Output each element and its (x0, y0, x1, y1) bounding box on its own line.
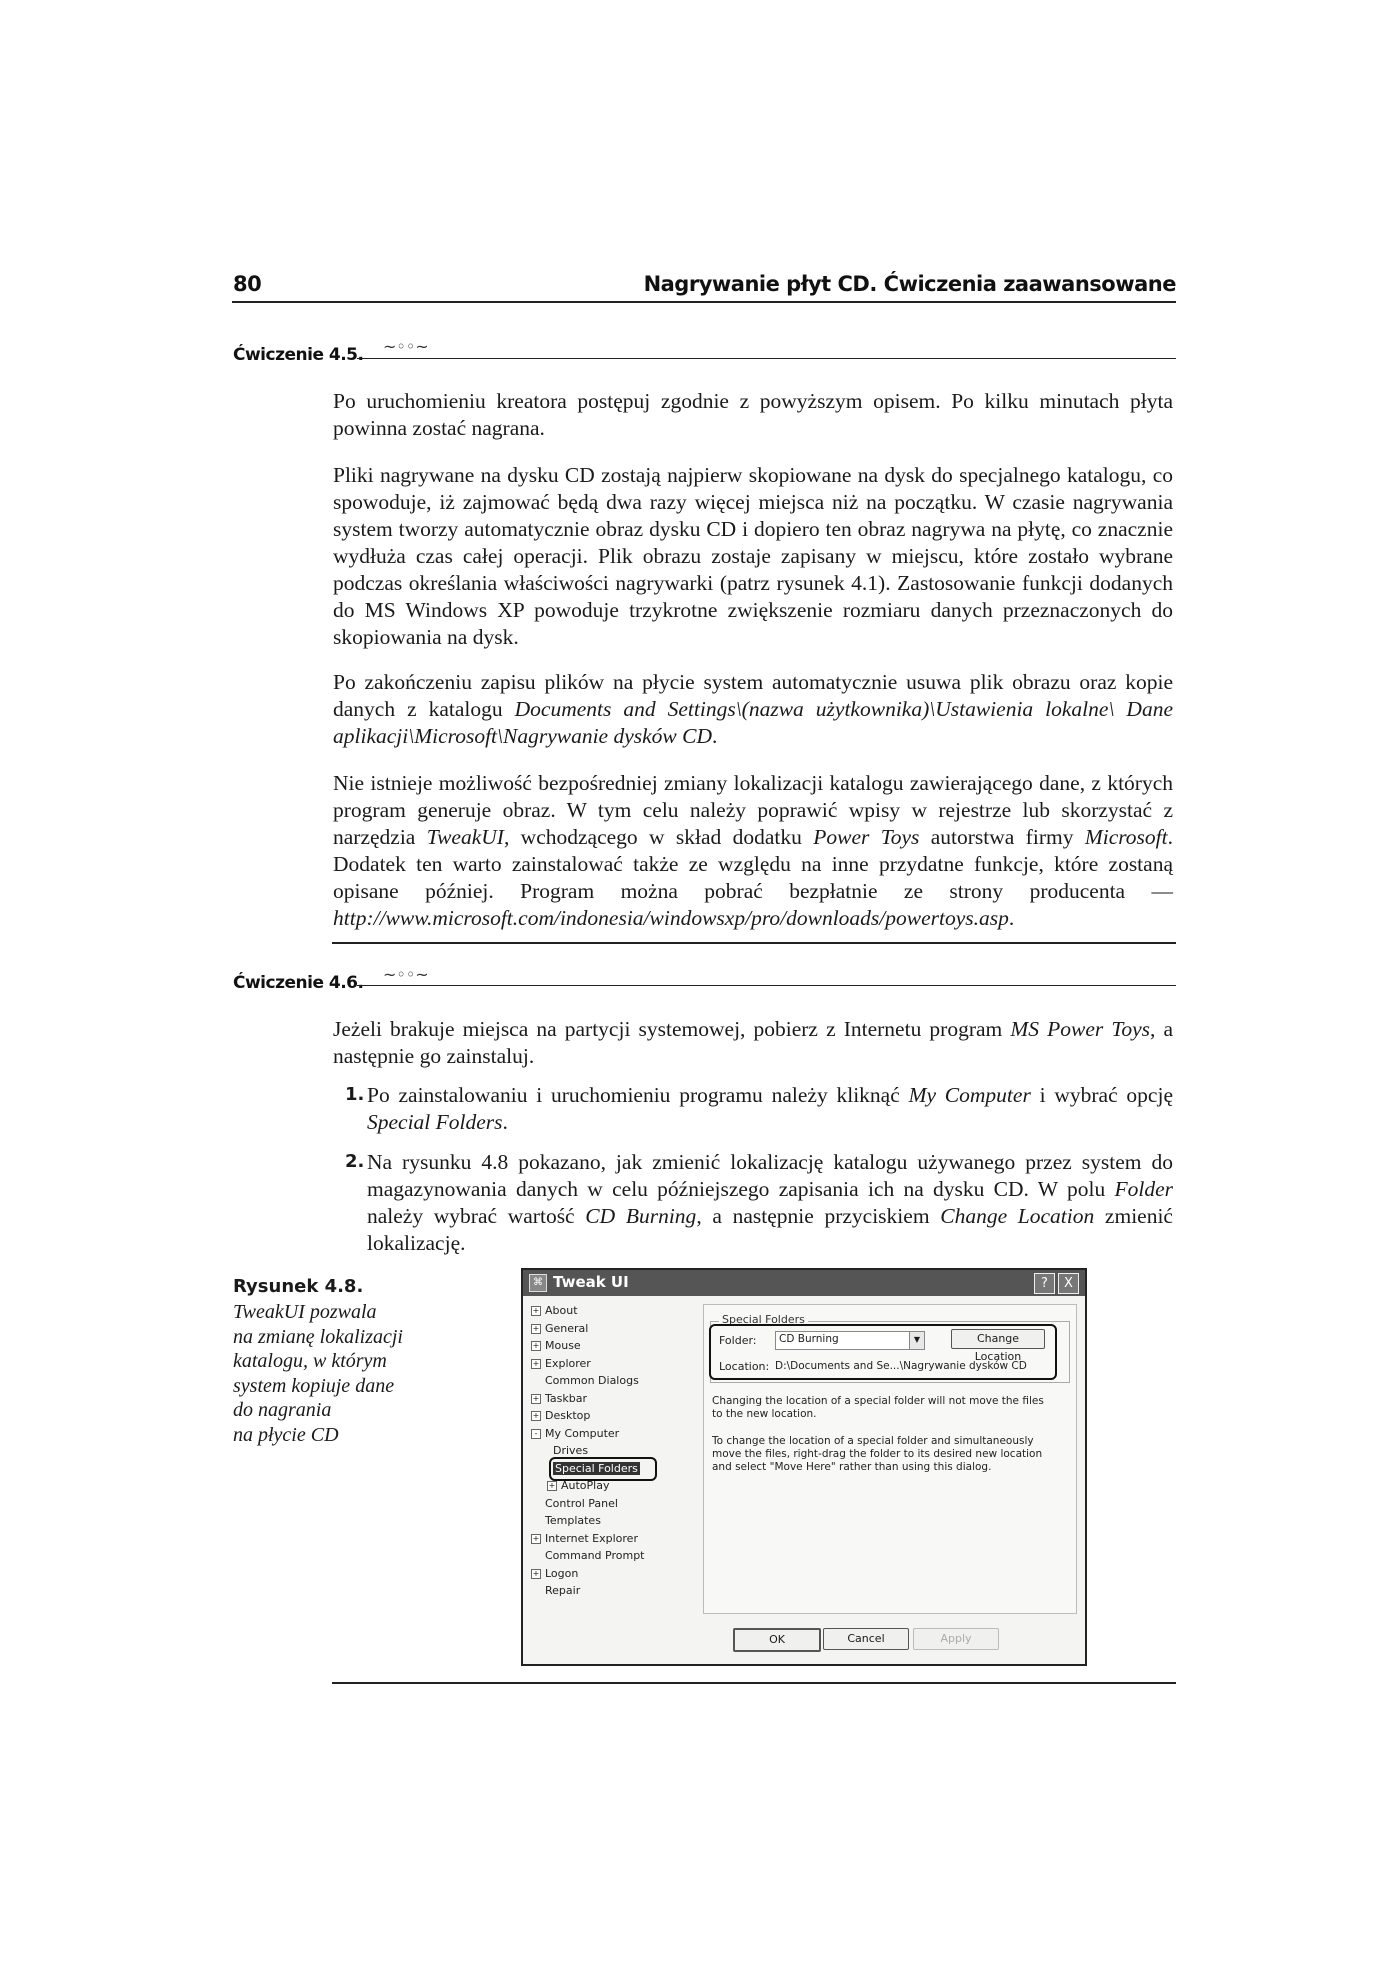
group-title: Special Folders (719, 1313, 808, 1326)
folder-select[interactable]: CD Burning ▼ (775, 1331, 925, 1350)
running-title: Nagrywanie płyt CD. Ćwiczenia zaawansowane (643, 272, 1176, 296)
tree-item-templates[interactable]: Templates (545, 1514, 601, 1527)
folder-path: Documents and Settings\(nazwa użytkownika)\Ustawienia lokalne\ Dane aplikacji\Microsoft\Nagrywanie dysków CD (333, 697, 1173, 748)
exercise-rule (357, 985, 1176, 986)
header-rule (232, 301, 1176, 303)
tweak-ui-window (521, 1268, 1087, 1666)
tree-item-common-dialogs[interactable]: Common Dialogs (545, 1374, 639, 1387)
tree-item-mouse[interactable]: + Mouse (532, 1339, 581, 1352)
highlight-ring (709, 1324, 1057, 1380)
settings-panel (703, 1304, 1077, 1614)
paragraph-4: Nie istnieje możliwość bezpośredniej zmiany lokalizacji katalogu zawierającego dane, z których program generuje obraz. W tym celu należy poprawić wpisy w rejestrze lub skorzystać z narzędzia TweakUI, wchodzącego w skład dodatku Power Toys autorstwa firmy Microsoft. Dodatek ten warto zainstalować także ze względu na inne przydatne funkcje, które zostaną opisane później. Program można pobrać bezpłatnie ze strony producenta — http://www.microsoft.com/indonesia/windowsxp/pro/downloads/powertoys.asp. (333, 771, 1173, 930)
paragraph-3: Po zakończeniu zapisu plików na płycie system automatycznie usuwa plik obrazu oraz kopie danych z katalogu Documents and Settings\(nazwa użytkownika)\Ustawienia lokalne\ Dane aplikacji\Microsoft\Nagrywanie dysków CD. (333, 670, 1173, 748)
special-folders-group (710, 1313, 1070, 1383)
exercise-rule (357, 358, 1176, 359)
tree-item-drives[interactable]: Drives (553, 1444, 589, 1457)
paragraph-1: Po uruchomieniu kreatora postępuj zgodnie z powyższym opisem. Po kilku minutach płyta powinna zostać nagrana. (333, 389, 1173, 440)
page-number: 80 (233, 272, 262, 296)
tree-item-explorer[interactable]: + Explorer (532, 1356, 591, 1370)
tree-item-special-folders[interactable]: Special Folders (555, 1461, 638, 1475)
exercise-intro: Jeżeli brakuje miejsca na partycji systemowej, pobierz z Internetu program MS Power Toys, a następnie go zainstaluj. (333, 1017, 1174, 1068)
tree-item-about[interactable]: + About (532, 1304, 578, 1317)
tree-item-desktop[interactable]: + Desktop (532, 1409, 591, 1422)
step-1-number: 1. (345, 1084, 365, 1105)
figure-bottom-rule (332, 1682, 1176, 1684)
paragraph-2: Pliki nagrywane na dysku CD zostają najpierw skopiowane na dysk do specjalnego katalogu, co spowoduje, iż zajmować będą dwa razy więcej miejsca niż na początku. W czasie nagrywania system tworzy automatycznie obraz dysku CD i dopiero ten obraz nagrywa na płytę, co znacznie wydłuża czas całej operacji. Plik obrazu zostaje zapisany w miejscu, które zostało wybrane podczas określania właściwości nagrywarki (patrz rysunek 4.1). Zastosowanie funkcji dodanych do MS Windows XP powoduje trzykrotne zwiększenie rozmiaru danych przeznaczonych do skopiowania na dysk. (333, 463, 1173, 649)
figure-title: Rysunek 4.8. (233, 1276, 364, 1297)
info-text-2: To change the location of a special folder and simultaneously move the files, right-drag the folder to its desired new location and select "Move Here" rather than using this dialog. (712, 1435, 1043, 1473)
info-text-1: Changing the location of a special folder will not move the files to the new location. (712, 1395, 1044, 1420)
tree-item-autoplay[interactable]: + AutoPlay (548, 1479, 610, 1492)
exercise-4-5-label: Ćwiczenie 4.5. (233, 345, 364, 365)
download-url: http://www.microsoft.com/indonesia/windowsxp/pro/downloads/powertoys.asp (333, 906, 1009, 930)
tree-item-my-computer[interactable]: - My Computer (531, 1427, 619, 1440)
app-icon: ⌘ (529, 1274, 547, 1292)
exercise-4-6-label: Ćwiczenie 4.6. (233, 973, 364, 993)
exercise-end-rule (332, 942, 1176, 944)
change-location-button[interactable]: Change Location (951, 1329, 1045, 1349)
window-title: Tweak UI (553, 1273, 629, 1291)
chevron-down-icon[interactable]: ▼ (909, 1332, 924, 1349)
cancel-button[interactable]: Cancel (823, 1628, 909, 1650)
tree-item-repair[interactable]: Repair (545, 1584, 581, 1597)
step-2-number: 2. (345, 1151, 365, 1172)
step-1-text: Po zainstalowaniu i uruchomieniu programu należy kliknąć My Computer i wybrać opcję Special Folders. (367, 1083, 1173, 1134)
tree-item-logon[interactable]: + Logon (532, 1566, 579, 1580)
tree-item-command-prompt[interactable]: Command Prompt (545, 1549, 645, 1562)
folder-label: Folder: (719, 1334, 757, 1347)
help-button[interactable]: ? (1034, 1273, 1055, 1294)
apply-button[interactable]: Apply (913, 1628, 999, 1650)
highlight-ring (549, 1457, 657, 1481)
tree-item-internet-explorer[interactable]: + Internet Explorer (532, 1531, 638, 1545)
figure-caption: TweakUI pozwala na zmianę lokalizacji katalogu, w którym system kopiuje dane do nagrania na płycie CD (233, 1301, 403, 1446)
location-value: D:\Documents and Se...\Nagrywanie dysków CD (775, 1360, 1027, 1372)
exercise-ornament: ~◦◦~ (383, 965, 429, 984)
location-label: Location: (719, 1360, 770, 1373)
ok-button[interactable]: OK (733, 1628, 821, 1652)
tree-item-general[interactable]: + General (532, 1321, 589, 1335)
tree-item-control-panel[interactable]: Control Panel (545, 1496, 618, 1510)
category-tree[interactable] (531, 1304, 693, 1654)
step-2-text: Na rysunku 4.8 pokazano, jak zmienić lokalizację katalogu używanego przez system do magazynowania danych w celu późniejszego zapisania ich na dysku CD. W polu Folder należy wybrać wartość CD Burning, a następnie przyciskiem Change Location zmienić lokalizację. (367, 1150, 1173, 1255)
tree-item-taskbar[interactable]: + Taskbar (532, 1391, 587, 1405)
title-bar (523, 1270, 1085, 1296)
exercise-ornament: ~◦◦~ (383, 337, 429, 356)
close-button[interactable]: X (1058, 1273, 1079, 1294)
